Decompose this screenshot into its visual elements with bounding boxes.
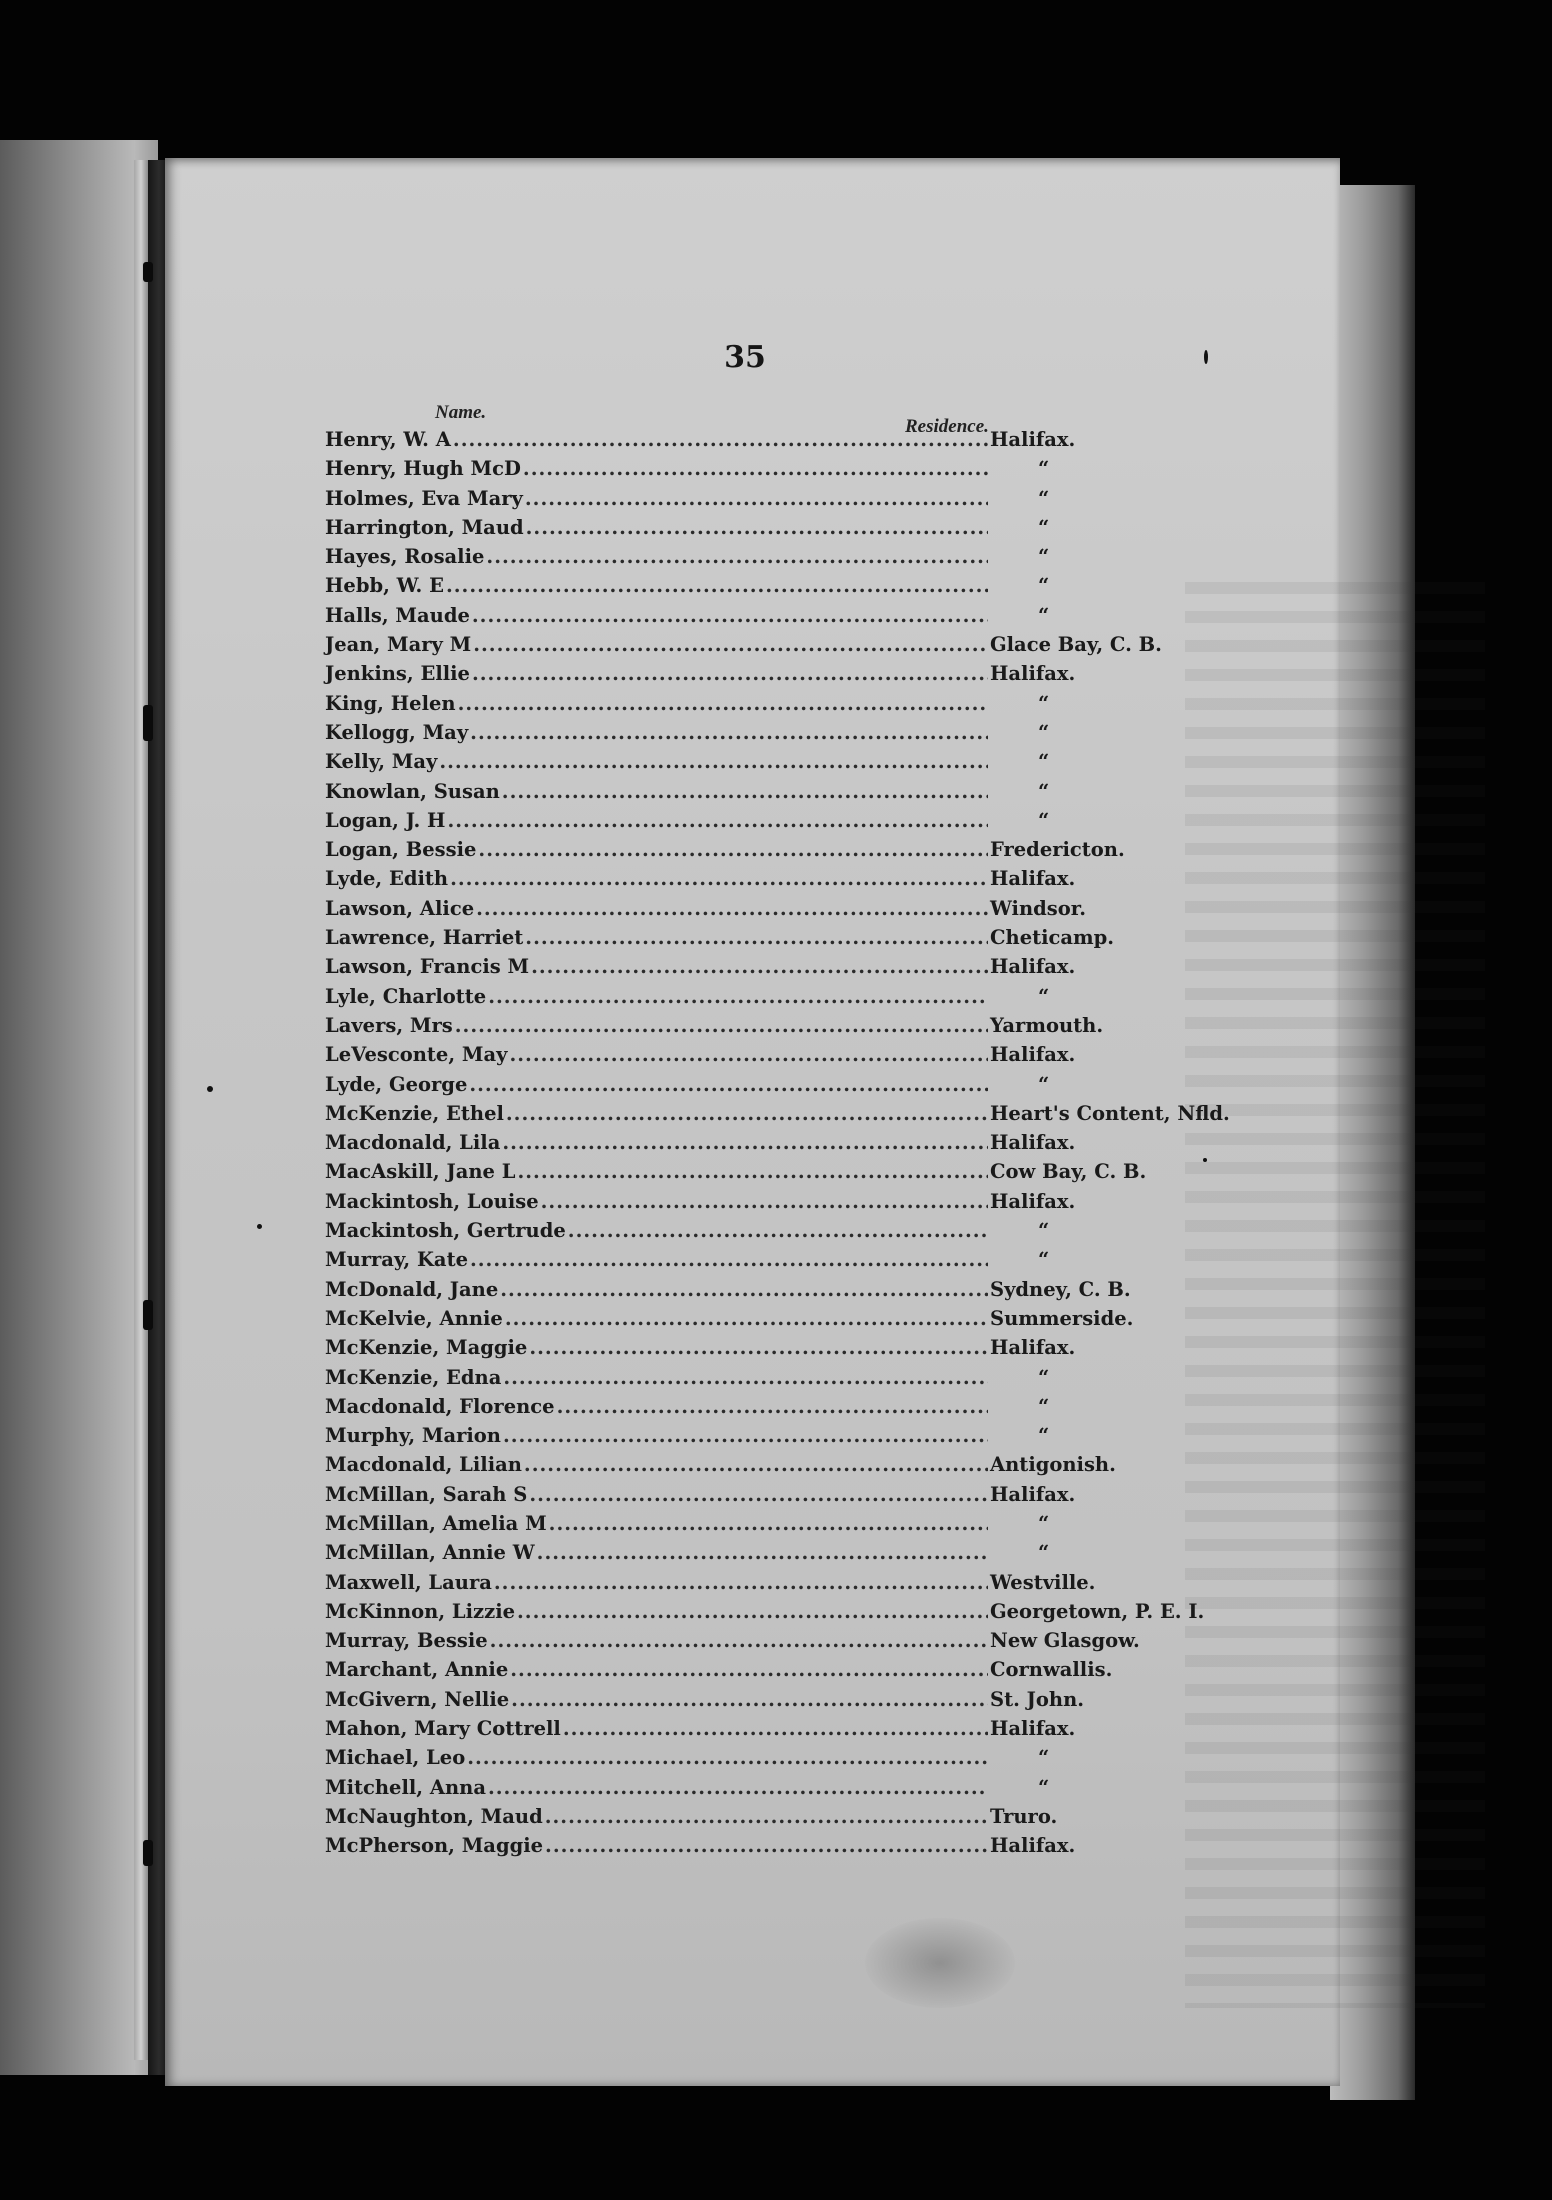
dot-leader bbox=[470, 721, 988, 744]
entry-name: Lawrence, Harriet bbox=[325, 926, 524, 950]
dot-leader bbox=[486, 545, 988, 568]
list-item bbox=[325, 1131, 1225, 1160]
list-item bbox=[325, 574, 1225, 603]
entry-residence: St. John. bbox=[990, 1687, 1085, 1711]
list-item bbox=[325, 516, 1225, 545]
dot-leader bbox=[494, 1571, 988, 1594]
list-item bbox=[325, 487, 1225, 516]
entry-residence: Halifax. bbox=[990, 1717, 1076, 1741]
entry-residence: Cheticamp. bbox=[990, 926, 1115, 950]
dot-leader bbox=[502, 780, 988, 803]
dot-leader bbox=[490, 1629, 988, 1652]
entry-name: McMillan, Sarah S bbox=[325, 1482, 528, 1506]
dot-leader bbox=[473, 633, 988, 656]
entry-name: Henry, Hugh McD bbox=[325, 457, 521, 481]
dot-leader bbox=[472, 662, 988, 685]
entry-name: Knowlan, Susan bbox=[325, 779, 500, 803]
dot-leader bbox=[476, 897, 988, 920]
list-item bbox=[325, 633, 1225, 662]
entry-residence: Halifax. bbox=[990, 1834, 1076, 1858]
entry-name: McKenzie, Ethel bbox=[325, 1101, 504, 1125]
list-item bbox=[325, 545, 1225, 574]
entry-name: Maxwell, Laura bbox=[325, 1570, 492, 1594]
list-item bbox=[325, 1629, 1225, 1658]
entry-name: Murphy, Marion bbox=[325, 1424, 501, 1448]
dot-leader bbox=[563, 1717, 988, 1740]
list-item bbox=[325, 1395, 1225, 1424]
list-item bbox=[325, 1600, 1225, 1629]
name-column-header: Name. bbox=[435, 402, 487, 423]
entry-residence: Cornwallis. bbox=[990, 1658, 1113, 1682]
register-entries bbox=[325, 428, 1230, 1864]
entry-residence: Fredericton. bbox=[990, 838, 1125, 862]
dot-leader bbox=[525, 926, 988, 949]
page-number: 35 bbox=[724, 340, 766, 375]
entry-residence: “ bbox=[1038, 457, 1050, 481]
list-item bbox=[325, 1160, 1225, 1189]
entry-residence: Halifax. bbox=[990, 1131, 1076, 1155]
dot-leader bbox=[458, 692, 988, 715]
entry-name: Lawson, Francis M bbox=[325, 955, 530, 979]
entry-name: Mahon, Mary Cottrell bbox=[325, 1717, 561, 1741]
entry-name: Macdonald, Lilian bbox=[325, 1453, 522, 1477]
entry-residence: Sydney, C. B. bbox=[990, 1277, 1131, 1301]
list-item bbox=[325, 955, 1225, 984]
dot-leader bbox=[503, 1424, 988, 1447]
list-item bbox=[325, 1248, 1225, 1277]
entry-residence: Halifax. bbox=[990, 428, 1076, 451]
entry-residence: Summerside. bbox=[990, 1306, 1134, 1330]
dot-leader bbox=[509, 1043, 988, 1066]
ink-speck bbox=[257, 1224, 262, 1229]
entry-residence: Westville. bbox=[990, 1570, 1096, 1594]
entry-residence: “ bbox=[1038, 603, 1050, 627]
entry-name: LeVesconte, May bbox=[325, 1043, 508, 1067]
dot-leader bbox=[446, 574, 988, 597]
entry-name: Mackintosh, Louise bbox=[325, 1189, 539, 1213]
residence-column-header: Residence. bbox=[905, 416, 989, 437]
list-item bbox=[325, 1571, 1225, 1600]
entry-residence: “ bbox=[1038, 984, 1050, 1008]
facing-page-edge bbox=[134, 160, 148, 2060]
dot-leader bbox=[537, 1541, 988, 1564]
list-item bbox=[325, 1717, 1225, 1746]
dot-leader bbox=[488, 985, 988, 1008]
entry-residence: Antigonish. bbox=[990, 1453, 1116, 1477]
entry-name: Marchant, Annie bbox=[325, 1658, 509, 1682]
entry-residence: Halifax. bbox=[990, 662, 1076, 686]
list-item bbox=[325, 1190, 1225, 1219]
entry-residence: “ bbox=[1038, 515, 1050, 539]
list-item bbox=[325, 1834, 1225, 1863]
dot-leader bbox=[541, 1190, 988, 1213]
dot-leader bbox=[557, 1395, 988, 1418]
entry-residence: “ bbox=[1038, 545, 1050, 569]
entry-name: Harrington, Maud bbox=[325, 515, 524, 539]
list-item bbox=[325, 457, 1225, 486]
entry-residence: “ bbox=[1038, 1248, 1050, 1272]
entry-name: Lyde, Edith bbox=[325, 867, 449, 891]
dot-leader bbox=[523, 457, 988, 480]
dot-leader bbox=[488, 1776, 988, 1799]
entry-residence: “ bbox=[1038, 691, 1050, 715]
list-item bbox=[325, 1658, 1225, 1687]
entry-residence: Halifax. bbox=[990, 867, 1076, 891]
dot-leader bbox=[529, 1336, 988, 1359]
entry-residence: Halifax. bbox=[990, 955, 1076, 979]
entry-name: Hebb, W. E bbox=[325, 574, 444, 598]
list-item bbox=[325, 721, 1225, 750]
entry-residence: “ bbox=[1038, 1746, 1050, 1770]
entry-residence: “ bbox=[1038, 1394, 1050, 1418]
entry-name: Holmes, Eva Mary bbox=[325, 486, 523, 510]
entry-residence: “ bbox=[1038, 1541, 1050, 1565]
list-item bbox=[325, 1483, 1225, 1512]
dot-leader bbox=[517, 1600, 988, 1623]
entry-residence: “ bbox=[1038, 779, 1050, 803]
entry-name: McPherson, Maggie bbox=[325, 1834, 544, 1858]
dot-leader bbox=[568, 1219, 988, 1242]
list-item bbox=[325, 1043, 1225, 1072]
list-item bbox=[325, 1512, 1225, 1541]
entry-residence: Halifax. bbox=[990, 1189, 1076, 1213]
list-item bbox=[325, 1073, 1225, 1102]
list-item bbox=[325, 1805, 1225, 1834]
register-page bbox=[165, 158, 1340, 2086]
list-item bbox=[325, 1307, 1225, 1336]
ink-speck bbox=[1204, 350, 1208, 364]
dot-leader bbox=[502, 1131, 988, 1154]
entry-residence: Georgetown, P. E. I. bbox=[990, 1599, 1205, 1623]
entry-name: McGivern, Nellie bbox=[325, 1687, 510, 1711]
list-item bbox=[325, 1746, 1225, 1775]
entry-residence: “ bbox=[1038, 1775, 1050, 1799]
entry-residence: “ bbox=[1038, 486, 1050, 510]
entry-residence: Heart's Content, Nfld. bbox=[990, 1101, 1230, 1125]
dot-leader bbox=[531, 955, 988, 978]
dot-leader bbox=[517, 1160, 988, 1183]
dot-leader bbox=[500, 1278, 988, 1301]
entry-residence: Halifax. bbox=[990, 1336, 1076, 1360]
entry-name: McKelvie, Annie bbox=[325, 1306, 503, 1330]
entry-residence: “ bbox=[1038, 1365, 1050, 1389]
dot-leader bbox=[472, 604, 988, 627]
ink-speck bbox=[207, 1086, 213, 1092]
dot-leader bbox=[525, 487, 988, 510]
list-item bbox=[325, 750, 1225, 779]
dot-leader bbox=[455, 1014, 988, 1037]
list-item bbox=[325, 1014, 1225, 1043]
dot-leader bbox=[506, 1102, 988, 1125]
list-item bbox=[325, 1776, 1225, 1805]
entry-residence: Cow Bay, C. B. bbox=[990, 1160, 1147, 1184]
dot-leader bbox=[529, 1483, 988, 1506]
entry-name: McKenzie, Maggie bbox=[325, 1336, 528, 1360]
entry-residence: “ bbox=[1038, 1072, 1050, 1096]
list-item bbox=[325, 662, 1225, 691]
show-through-text bbox=[1185, 568, 1485, 2008]
entry-name: Kelly, May bbox=[325, 750, 438, 774]
dot-leader bbox=[453, 428, 988, 451]
list-item bbox=[325, 809, 1225, 838]
entry-residence: Halifax. bbox=[990, 1482, 1076, 1506]
entry-residence: Windsor. bbox=[990, 896, 1087, 920]
entry-name: Murray, Bessie bbox=[325, 1629, 488, 1653]
entry-name: King, Helen bbox=[325, 691, 456, 715]
entry-name: Macdonald, Lila bbox=[325, 1131, 501, 1155]
list-item bbox=[325, 1278, 1225, 1307]
binding-thread bbox=[143, 262, 153, 282]
entry-residence: “ bbox=[1038, 720, 1050, 744]
list-item bbox=[325, 428, 1225, 457]
entry-name: Kellogg, May bbox=[325, 720, 469, 744]
binding-thread bbox=[143, 1840, 153, 1866]
dot-leader bbox=[447, 809, 988, 832]
entry-name: McKenzie, Edna bbox=[325, 1365, 502, 1389]
list-item bbox=[325, 1541, 1225, 1570]
entry-name: Murray, Kate bbox=[325, 1248, 468, 1272]
entry-residence: “ bbox=[1038, 1424, 1050, 1448]
dot-leader bbox=[478, 838, 988, 861]
entry-name: Mackintosh, Gertrude bbox=[325, 1219, 566, 1243]
dot-leader bbox=[469, 1073, 988, 1096]
entry-name: Jean, Mary M bbox=[325, 633, 472, 657]
entry-name: McKinnon, Lizzie bbox=[325, 1599, 516, 1623]
entry-name: Henry, W. A bbox=[325, 428, 451, 451]
list-item bbox=[325, 604, 1225, 633]
entry-name: Logan, Bessie bbox=[325, 838, 477, 862]
entry-residence: “ bbox=[1038, 1219, 1050, 1243]
entry-residence: Truro. bbox=[990, 1804, 1058, 1828]
list-item bbox=[325, 867, 1225, 896]
dot-leader bbox=[526, 516, 988, 539]
dot-leader bbox=[470, 1248, 988, 1271]
binding-thread bbox=[143, 1300, 153, 1330]
entry-name: Lawson, Alice bbox=[325, 896, 475, 920]
dot-leader bbox=[549, 1512, 988, 1535]
list-item bbox=[325, 1219, 1225, 1248]
entry-residence: New Glasgow. bbox=[990, 1629, 1140, 1653]
entry-name: Lyde, George bbox=[325, 1072, 468, 1096]
entry-name: McNaughton, Maud bbox=[325, 1804, 543, 1828]
list-item bbox=[325, 926, 1225, 955]
entry-name: Jenkins, Ellie bbox=[325, 662, 470, 686]
dot-leader bbox=[511, 1688, 988, 1711]
dot-leader bbox=[503, 1366, 988, 1389]
entry-name: McMillan, Amelia M bbox=[325, 1511, 547, 1535]
entry-name: Logan, J. H bbox=[325, 808, 446, 832]
dot-leader bbox=[467, 1746, 988, 1769]
dot-leader bbox=[545, 1805, 988, 1828]
entry-name: Hayes, Rosalie bbox=[325, 545, 485, 569]
dot-leader bbox=[545, 1834, 988, 1857]
entry-name: McDonald, Jane bbox=[325, 1277, 499, 1301]
list-item bbox=[325, 1366, 1225, 1395]
entry-name: Halls, Maude bbox=[325, 603, 470, 627]
entry-residence: “ bbox=[1038, 808, 1050, 832]
entry-name: MacAskill, Jane L bbox=[325, 1160, 516, 1184]
entry-name: Macdonald, Florence bbox=[325, 1394, 555, 1418]
list-item bbox=[325, 780, 1225, 809]
entry-residence: Yarmouth. bbox=[990, 1013, 1104, 1037]
entry-residence: “ bbox=[1038, 574, 1050, 598]
entry-name: Mitchell, Anna bbox=[325, 1775, 486, 1799]
dot-leader bbox=[439, 750, 988, 773]
entry-name: Michael, Leo bbox=[325, 1746, 466, 1770]
list-item bbox=[325, 1688, 1225, 1717]
list-item bbox=[325, 1453, 1225, 1482]
binding-thread bbox=[143, 705, 153, 741]
list-item bbox=[325, 838, 1225, 867]
list-item bbox=[325, 692, 1225, 721]
list-item bbox=[325, 1336, 1225, 1365]
list-item bbox=[325, 985, 1225, 1014]
page-stain bbox=[865, 1918, 1015, 2008]
entry-name: McMillan, Annie W bbox=[325, 1541, 535, 1565]
entry-name: Lavers, Mrs bbox=[325, 1013, 453, 1037]
dot-leader bbox=[510, 1658, 988, 1681]
dot-leader bbox=[524, 1453, 988, 1476]
entry-residence: “ bbox=[1038, 750, 1050, 774]
list-item bbox=[325, 1424, 1225, 1453]
entry-residence: Halifax. bbox=[990, 1043, 1076, 1067]
list-item bbox=[325, 1101, 1230, 1131]
entry-residence: Glace Bay, C. B. bbox=[990, 633, 1162, 657]
dot-leader bbox=[450, 867, 988, 890]
dot-leader bbox=[505, 1307, 988, 1330]
entry-residence: “ bbox=[1038, 1511, 1050, 1535]
list-item bbox=[325, 897, 1225, 926]
entry-name: Lyle, Charlotte bbox=[325, 984, 487, 1008]
